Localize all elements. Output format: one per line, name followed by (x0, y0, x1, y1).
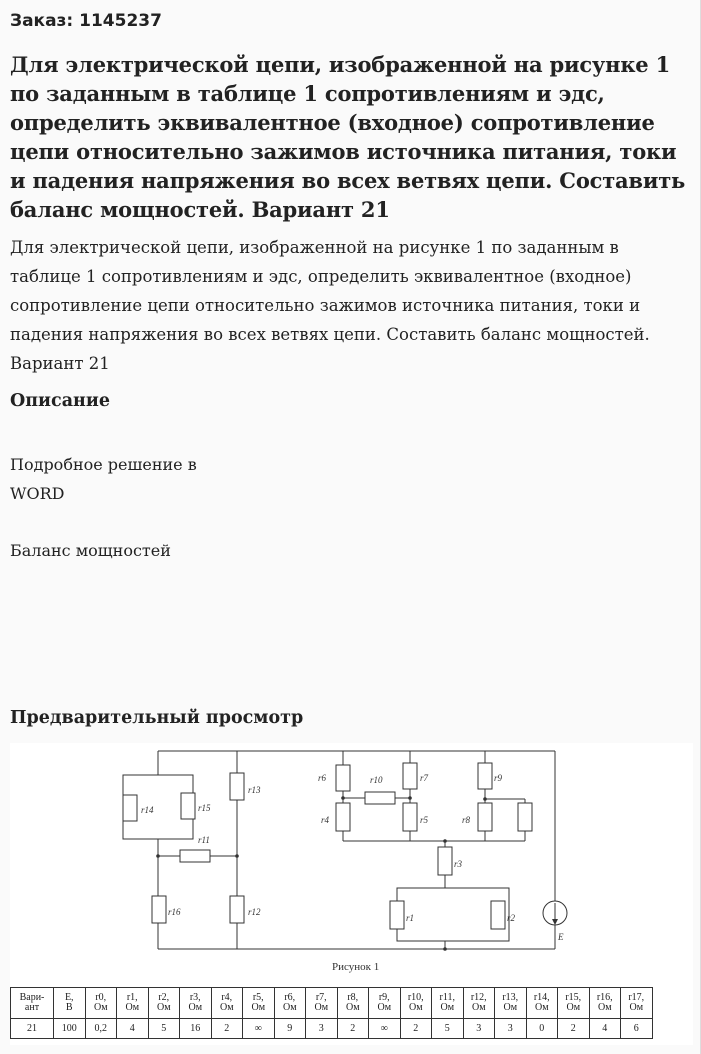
table-cell: r12, (463, 988, 495, 1004)
label-r3: r3 (454, 859, 463, 869)
table-cell: Ом (117, 1003, 149, 1019)
table-cell: r3, (180, 988, 212, 1004)
table-cell: 3 (306, 1019, 338, 1039)
label-r14: r14 (141, 805, 154, 815)
table-cell: 2 (400, 1019, 432, 1039)
table-cell: r6, (274, 988, 306, 1004)
description-line-1: Подробное решение в (10, 455, 197, 474)
label-r16: r16 (168, 907, 181, 917)
table-cell: r7, (306, 988, 338, 1004)
table-cell: r11, (432, 988, 464, 1004)
circuit-diagram (10, 743, 693, 983)
table-cell: Ом (274, 1003, 306, 1019)
label-source-e: E (558, 932, 564, 942)
page-title: Для электрической цепи, изображенной на рисунке 1 по заданным в таблице 1 сопротивлениям и эдс, определить эквивалентное (входное) сопротивление цепи относительно зажимов источника питания, токи и падения напряжения во всех ветвях цепи. Составить баланс мощностей. Вариант 21 (10, 52, 686, 222)
table-cell: Ом (211, 1003, 243, 1019)
table-cell: ∞ (369, 1019, 401, 1039)
table-cell: 0,2 (85, 1019, 117, 1039)
table-cell: r13, (495, 988, 527, 1004)
table-cell: Ом (463, 1003, 495, 1019)
table-row (11, 988, 653, 1004)
preview-image (10, 743, 693, 1045)
table-cell: E, (54, 988, 86, 1004)
table-cell: Ом (243, 1003, 275, 1019)
table-cell: Ом (495, 1003, 527, 1019)
table-cell: 2 (558, 1019, 590, 1039)
table-cell: r1, (117, 988, 149, 1004)
table-cell: Ом (369, 1003, 401, 1019)
label-r11: r11 (198, 835, 210, 845)
table-cell: Ом (306, 1003, 338, 1019)
table-cell: r9, (369, 988, 401, 1004)
table-cell: r15, (558, 988, 590, 1004)
table-cell: r0, (85, 988, 117, 1004)
table-cell: Ом (526, 1003, 558, 1019)
table-cell: 2 (211, 1019, 243, 1039)
label-r2: r2 (507, 913, 516, 923)
label-r4: r4 (321, 815, 330, 825)
variant-table (10, 987, 653, 1039)
table-cell: Ом (432, 1003, 464, 1019)
figure-caption: Рисунок 1 (332, 961, 380, 973)
table-cell: 100 (54, 1019, 86, 1039)
table-cell: Ом (400, 1003, 432, 1019)
table-cell: r4, (211, 988, 243, 1004)
label-r1: r1 (406, 913, 415, 923)
table-cell: Ом (148, 1003, 180, 1019)
table-cell: 4 (589, 1019, 621, 1039)
table-cell: 21 (11, 1019, 54, 1039)
table-cell: Ом (621, 1003, 653, 1019)
table-cell: 4 (117, 1019, 149, 1039)
table-cell: Ом (589, 1003, 621, 1019)
label-r10: r10 (370, 775, 383, 785)
preview-heading: Предварительный просмотр (10, 708, 304, 728)
table-cell: Ом (180, 1003, 212, 1019)
table-cell: r17, (621, 988, 653, 1004)
label-r5: r5 (420, 815, 429, 825)
description-line-2: WORD (10, 484, 65, 503)
label-r12: r12 (248, 907, 261, 917)
table-cell: 0 (526, 1019, 558, 1039)
table-row (11, 1019, 653, 1039)
label-r6: r6 (318, 773, 327, 783)
table-cell: 5 (432, 1019, 464, 1039)
label-r9: r9 (494, 773, 503, 783)
table-cell: 2 (337, 1019, 369, 1039)
table-row (11, 1003, 653, 1019)
label-r15: r15 (198, 803, 211, 813)
table-cell: r16, (589, 988, 621, 1004)
table-cell: 3 (495, 1019, 527, 1039)
label-r8: r8 (462, 815, 471, 825)
table-cell: r2, (148, 988, 180, 1004)
table-cell: Ом (337, 1003, 369, 1019)
table-cell: Ом (558, 1003, 590, 1019)
label-r13: r13 (248, 785, 261, 795)
table-cell: 3 (463, 1019, 495, 1039)
table-cell: Вари- (11, 988, 54, 1004)
table-cell: r5, (243, 988, 275, 1004)
table-cell: r8, (337, 988, 369, 1004)
description-heading: Описание (10, 391, 110, 411)
table-cell: 6 (621, 1019, 653, 1039)
table-cell: r10, (400, 988, 432, 1004)
table-cell: Ом (85, 1003, 117, 1019)
task-description: Для электрической цепи, изображенной на рисунке 1 по заданным в таблице 1 сопротивлениям и эдс, определить эквивалентное (входное) сопротивление цепи относительно зажимов источника питания, токи и падения напряжения во всех ветвях цепи. Составить баланс мощностей. Вариант 21 (10, 238, 650, 373)
order-number: Заказ: 1145237 (10, 11, 162, 31)
table-cell: ант (11, 1003, 54, 1019)
table-cell: 16 (180, 1019, 212, 1039)
description-line-3: Баланс мощностей (10, 541, 171, 560)
table-cell: 9 (274, 1019, 306, 1039)
table-cell: r14, (526, 988, 558, 1004)
table-cell: В (54, 1003, 86, 1019)
label-r7: r7 (420, 773, 429, 783)
table-cell: ∞ (243, 1019, 275, 1039)
table-cell: 5 (148, 1019, 180, 1039)
